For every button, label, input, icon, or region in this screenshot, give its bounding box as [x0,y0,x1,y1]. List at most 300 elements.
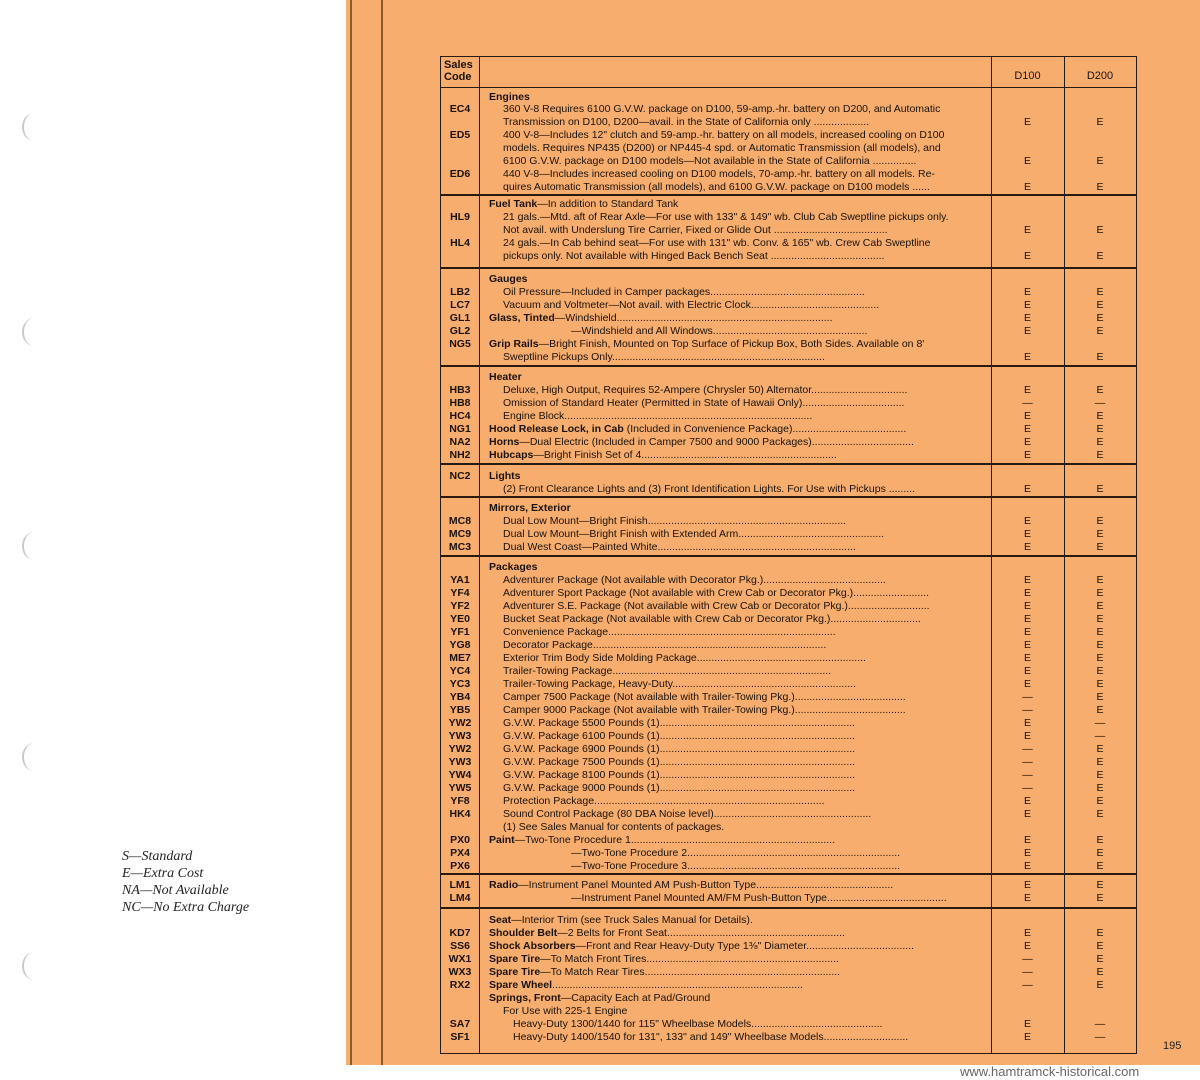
d200-value: — [1094,717,1106,729]
d100-value: E [1023,808,1031,820]
d100-value: E [1023,795,1031,807]
d100-value: — [1022,782,1033,794]
d200-value: E [1096,860,1104,872]
d100-value: E [1023,879,1031,891]
table-row [441,483,1136,496]
table-row [441,286,1136,299]
table-row [441,717,1136,730]
d200-value: E [1096,384,1104,396]
sales-code: HC4 [449,410,471,422]
sales-code: HK4 [449,808,471,820]
sales-code: YF4 [450,587,470,599]
section-separator [441,267,1136,269]
sales-code: PX0 [450,834,470,846]
sales-code: YC4 [449,665,471,677]
d100-value: E [1023,181,1031,193]
option-description: pickups only. Not available with Hinged Back Bench Seat ....................................... [503,250,885,262]
d100-value: — [1022,756,1033,768]
d200-value: E [1096,116,1104,128]
option-description: G.V.W. Package 6100 Pounds (1)................................................................... [503,730,856,742]
table-row [441,730,1136,743]
d200-value: E [1096,155,1104,167]
sales-code: HL4 [450,237,470,249]
option-description: Trailer-Towing Package........................................................................... [503,665,832,677]
d200-value: E [1096,325,1104,337]
section-separator [441,555,1136,557]
d100-value: E [1023,325,1031,337]
sales-code: YE0 [450,613,470,625]
sales-code: YF2 [450,600,470,612]
d100-value: E [1023,351,1031,363]
d100-value: E [1023,483,1031,495]
option-description: —Windshield and All Windows..................................................... [571,325,868,337]
table-row [441,129,1136,142]
d200-value: E [1096,892,1104,904]
option-description: Spare Tire—To Match Front Tires.................................................................. [489,953,839,965]
binder-hole [22,952,46,980]
table-row [441,250,1136,263]
d100-value: E [1023,410,1031,422]
table-row [441,940,1136,953]
d200-value: E [1096,808,1104,820]
d100-value: — [1022,691,1033,703]
option-description: Spare Tire—To Match Rear Tires................................................................... [489,966,841,978]
d100-value: — [1022,953,1033,965]
option-description: Protection Package............................................................................... [503,795,825,807]
option-description: Adventurer Sport Package (Not available with Crew Cab or Decorator Pkg.).......................... [503,587,930,599]
option-description: Deluxe, High Output, Requires 52-Ampere (Chrysler 50) Alternator................................. [503,384,908,396]
option-description: Packages [489,561,538,573]
table-row [441,237,1136,250]
table-row [441,397,1136,410]
table-row [441,795,1136,808]
option-description: Bucket Seat Package (Not available with Crew Cab or Decorator Pkg.)............................... [503,613,921,625]
table-row [441,1005,1136,1018]
sales-code: MC3 [448,541,472,553]
d100-value: E [1023,940,1031,952]
d200-value: E [1096,626,1104,638]
sales-code: ED6 [449,168,471,180]
option-description: Paint—Two-Tone Procedure 1...................................................................... [489,834,836,846]
option-description: Heavy-Duty 1300/1440 for 115" Wheelbase Models............................................. [513,1018,883,1030]
sales-code: EC4 [449,103,471,115]
option-description: Dual Low Mount—Bright Finish.................................................................... [503,515,847,527]
sales-code: SF1 [450,1031,470,1043]
sales-code: LC7 [450,299,470,311]
section-separator [441,907,1136,909]
d200-value: — [1094,397,1106,409]
table-row [441,966,1136,979]
table-row [441,821,1136,834]
watermark: www.hamtramck-historical.com [960,1064,1140,1079]
d200-value: E [1096,250,1104,262]
sales-code: LM4 [449,892,471,904]
binder-hole [22,743,46,771]
option-description: G.V.W. Package 7500 Pounds (1)................................................................... [503,756,856,768]
option-description: Heavy-Duty 1400/1540 for 131", 133" and 149" Wheelbase Models............................. [513,1031,909,1043]
option-description: Spare Wheel...................................................................................... [489,979,803,991]
sales-code: LB2 [450,286,470,298]
d200-value: E [1096,756,1104,768]
d200-value: — [1094,730,1106,742]
d200-value: E [1096,704,1104,716]
sales-code: SS6 [450,940,470,952]
sales-code: GL1 [449,312,471,324]
binding-rule [381,0,383,1065]
option-description: Heater [489,371,522,383]
option-description: Camper 7500 Package (Not available with Trailer-Towing Pkg.)...................................... [503,691,906,703]
d100-value: E [1023,678,1031,690]
d200-value: E [1096,483,1104,495]
option-description: Springs, Front—Capacity Each at Pad/Ground [489,992,711,1004]
d100-value: E [1023,423,1031,435]
table-row [441,1018,1136,1031]
sales-code: NA2 [449,436,471,448]
option-description: 440 V-8—Includes increased cooling on D100 models, 70-amp.-hr. battery on all models. Re- [503,168,935,180]
table-row [441,103,1136,116]
d100-value: E [1023,541,1031,553]
sales-code: YW4 [448,769,472,781]
d100-value: E [1023,717,1031,729]
table-row [441,528,1136,541]
d100-value: E [1023,155,1031,167]
table-row [441,600,1136,613]
section-separator [441,873,1136,875]
table-row [441,769,1136,782]
table-row [441,626,1136,639]
d100-value: E [1023,613,1031,625]
table-row [441,782,1136,795]
option-description: Sweptline Pickups Only......................................................................... [503,351,825,363]
page-number: 195 [1163,1040,1182,1052]
section-separator [441,463,1136,465]
d200-value: — [1094,1018,1106,1030]
sales-code: HB3 [449,384,471,396]
legend-not-available: NA—Not Available [122,883,229,898]
legend [122,848,249,916]
sales-code: NC2 [449,470,471,482]
d100-value: E [1023,665,1031,677]
d200-value: E [1096,574,1104,586]
option-description: Oil Pressure—Included in Camper packages..................................................... [503,286,865,298]
table-row [441,808,1136,821]
option-description: 360 V-8 Requires 6100 G.V.W. package on D100, 59-amp.-hr. battery on D200, and Automatic [503,103,941,115]
sales-code: HL9 [450,211,470,223]
binder-hole [22,532,46,560]
d200-value: E [1096,927,1104,939]
table-row [441,515,1136,528]
option-description: Transmission on D100, D200—avail. in the State of California only ................... [503,116,870,128]
d200-value: — [1094,1031,1106,1043]
sales-code: PX4 [450,847,470,859]
table-row [441,410,1136,423]
table-row [441,325,1136,338]
d100-value: E [1023,587,1031,599]
table-row [441,756,1136,769]
table-row [441,168,1136,181]
table-row [441,273,1136,286]
table-row [441,211,1136,224]
option-description: Decorator Package................................................................................ [503,639,827,651]
option-description: Omission of Standard Heater (Permitted in State of Hawaii Only)................................... [503,397,905,409]
d200-value: E [1096,449,1104,461]
table-row [441,224,1136,237]
sales-code: NG1 [449,423,471,435]
d100-value: E [1023,927,1031,939]
d100-value: E [1023,116,1031,128]
d100-value: E [1023,639,1031,651]
d200-value: E [1096,639,1104,651]
option-description: Mirrors, Exterior [489,502,571,514]
option-description: Dual West Coast—Painted White.................................................................... [503,541,856,553]
sales-code: WX3 [448,966,472,978]
binder-hole [22,318,46,346]
option-description: Exterior Trim Body Side Molding Package.......................................................... [503,652,866,664]
sales-code: YG8 [449,639,471,651]
sales-code: YF1 [450,626,470,638]
table-row [441,879,1136,892]
d200-value: E [1096,795,1104,807]
table-row [441,613,1136,626]
d100-value: E [1023,860,1031,872]
sales-code: MC8 [448,515,472,527]
sales-code-header: Sales Code [444,59,473,83]
sales-code: YW3 [448,730,472,742]
table-row [441,142,1136,155]
table-row [441,691,1136,704]
d100-value: E [1023,1031,1031,1043]
option-description: Shoulder Belt—2 Belts for Front Seat............................................................. [489,927,845,939]
d200-value: E [1096,528,1104,540]
d200-value: E [1096,834,1104,846]
table-row [441,1031,1136,1044]
d100-value: E [1023,436,1031,448]
option-description: Hubcaps—Bright Finish Set of 4................................................................... [489,449,837,461]
option-description: (2) Front Clearance Lights and (3) Front Identification Lights. For Use with Pickups ......... [503,483,916,495]
d200-value: E [1096,613,1104,625]
table-row [441,704,1136,717]
d100-value: E [1023,847,1031,859]
sales-code: YW5 [448,782,472,794]
table-row [441,743,1136,756]
d100-value: E [1023,250,1031,262]
sales-code: SA7 [449,1018,471,1030]
d200-value: E [1096,940,1104,952]
d100-value: — [1022,769,1033,781]
sales-code: YC3 [449,678,471,690]
table-row [441,299,1136,312]
d200-value: E [1096,181,1104,193]
table-row [441,371,1136,384]
table-row [441,312,1136,325]
d200-value: E [1096,224,1104,236]
sales-code: YA1 [450,574,470,586]
d100-header: D100 [1014,70,1041,82]
table-row [441,436,1136,449]
section-separator [441,496,1136,498]
d200-value: E [1096,691,1104,703]
d200-value: E [1096,587,1104,599]
table-row [441,351,1136,364]
d100-value: E [1023,286,1031,298]
table-row [441,384,1136,397]
table-row [441,181,1136,194]
table-row [441,541,1136,554]
d200-value: E [1096,652,1104,664]
option-description: —Two-Tone Procedure 3......................................................................... [571,860,901,872]
option-description: Shock Absorbers—Front and Rear Heavy-Duty Type 1⅜" Diameter..................................... [489,940,915,952]
section-separator [441,365,1136,367]
option-description: Lights [489,470,521,482]
sales-code: YW3 [448,756,472,768]
table-row [441,834,1136,847]
option-description: Convenience Package.............................................................................. [503,626,836,638]
d200-value: E [1096,847,1104,859]
legend-extra-cost: E—Extra Cost [122,866,204,881]
d100-value: E [1023,224,1031,236]
table-row [441,116,1136,129]
d100-value: E [1023,449,1031,461]
table-row [441,470,1136,483]
option-description: Horns—Dual Electric (Included in Camper 7500 and 9000 Packages)................................... [489,436,914,448]
d100-value: — [1022,979,1033,991]
d100-value: E [1023,384,1031,396]
sales-code: YF8 [450,795,470,807]
option-description: Vacuum and Voltmeter—Not avail. with Electric Clock............................................ [503,299,880,311]
sales-code: YW2 [448,743,472,755]
sales-code: MC9 [448,528,472,540]
sales-code: ME7 [449,652,471,664]
d200-value: E [1096,286,1104,298]
d200-value: E [1096,879,1104,891]
option-description: quires Automatic Transmission (all models), and 6100 G.V.W. package on D100 models ...... [503,181,930,193]
table-row [441,502,1136,515]
d200-value: E [1096,782,1104,794]
table-row [441,678,1136,691]
sales-code: YB4 [449,691,471,703]
table-row [441,155,1136,168]
option-description: G.V.W. Package 5500 Pounds (1)................................................................... [503,717,856,729]
option-description: Trailer-Towing Package, Heavy-Duty............................................................... [503,678,857,690]
option-description: G.V.W. Package 8100 Pounds (1)................................................................... [503,769,856,781]
table-row [441,639,1136,652]
sales-code: WX1 [448,953,472,965]
d100-value: E [1023,574,1031,586]
binding-rule [350,0,352,1065]
option-description: Not avail. with Underslung Tire Carrier, Fixed or Glide Out ....................................... [503,224,888,236]
table-row [441,979,1136,992]
table-row [441,953,1136,966]
d200-value: E [1096,436,1104,448]
option-description: Camper 9000 Package (Not available with Trailer-Towing Pkg.)...................................... [503,704,906,716]
option-description: 6100 G.V.W. package on D100 models—Not available in the State of California ............... [503,155,917,167]
d100-value: E [1023,312,1031,324]
d200-value: E [1096,979,1104,991]
legend-no-extra-charge: NC—No Extra Charge [122,900,250,915]
d100-value: — [1022,704,1033,716]
option-description: Radio—Instrument Panel Mounted AM Push-Button Type............................................... [489,879,894,891]
table-row [441,652,1136,665]
table-row [441,992,1136,1005]
sales-code: PX6 [450,860,470,872]
d200-value: E [1096,541,1104,553]
option-description: —Instrument Panel Mounted AM/FM Push-Button Type......................................... [571,892,947,904]
option-description: Fuel Tank—In addition to Standard Tank [489,198,679,210]
d100-value: E [1023,1018,1031,1030]
options-table [440,56,1137,1054]
binder-hole [22,113,46,141]
d200-value: E [1096,953,1104,965]
d200-value: E [1096,410,1104,422]
table-row [441,927,1136,940]
d200-value: E [1096,966,1104,978]
table-row [441,574,1136,587]
option-description: Adventurer S.E. Package (Not available with Crew Cab or Decorator Pkg.)............................ [503,600,930,612]
d100-value: — [1022,743,1033,755]
d200-value: E [1096,312,1104,324]
d100-value: E [1023,515,1031,527]
d200-value: E [1096,299,1104,311]
d100-value: E [1023,299,1031,311]
option-description: 21 gals.—Mtd. aft of Rear Axle—For use with 133" & 149" wb. Club Cab Sweptline pickups only. [503,211,949,223]
option-description: —Two-Tone Procedure 2......................................................................... [571,847,901,859]
d200-value: E [1096,769,1104,781]
sales-code: LM1 [449,879,471,891]
option-description: Engines [489,91,530,103]
table-row [441,914,1136,927]
table-row [441,338,1136,351]
option-description: Adventurer Package (Not available with Decorator Pkg.).......................................... [503,574,886,586]
d100-value: E [1023,626,1031,638]
option-description: For Use with 225-1 Engine [503,1005,628,1017]
legend-standard: S—Standard [122,849,193,864]
sales-code: NG5 [449,338,471,350]
table-row [441,892,1136,905]
d200-value: E [1096,423,1104,435]
table-row [441,860,1136,873]
option-description: Sound Control Package (80 DBA Noise level)...................................................... [503,808,872,820]
option-description: Engine Block..................................................................................... [503,410,813,422]
option-description: models. Requires NP435 (D200) or NP445-4 spd. or Automatic Transmission (all models), and [503,142,941,154]
d100-value: — [1022,966,1033,978]
table-row [441,847,1136,860]
d200-value: E [1096,678,1104,690]
option-description: Grip Rails—Bright Finish, Mounted on Top Surface of Pickup Box, Both Sides. Available on 8' [489,338,925,350]
sales-code: GL2 [449,325,471,337]
option-description: Seat—Interior Trim (see Truck Sales Manual for Details). [489,914,753,926]
table-header [441,57,1136,88]
d100-value: E [1023,892,1031,904]
table-row [441,198,1136,211]
option-description: G.V.W. Package 6900 Pounds (1)................................................................... [503,743,856,755]
option-description: 24 gals.—In Cab behind seat—For use with 131" wb. Conv. & 165" wb. Crew Cab Sweptline [503,237,931,249]
table-row [441,423,1136,436]
option-description: G.V.W. Package 9000 Pounds (1)................................................................... [503,782,856,794]
d200-value: E [1096,515,1104,527]
sales-code: YW2 [448,717,472,729]
d100-value: E [1023,652,1031,664]
table-row [441,665,1136,678]
d200-value: E [1096,665,1104,677]
d100-value: E [1023,730,1031,742]
d100-value: E [1023,834,1031,846]
option-description: Dual Low Mount—Bright Finish with Extended Arm.................................................. [503,528,885,540]
d100-value: E [1023,600,1031,612]
option-description: Gauges [489,273,528,285]
option-description: Hood Release Lock, in Cab (Included in Convenience Package)....................................... [489,423,907,435]
table-row [441,449,1136,462]
d200-value: E [1096,743,1104,755]
